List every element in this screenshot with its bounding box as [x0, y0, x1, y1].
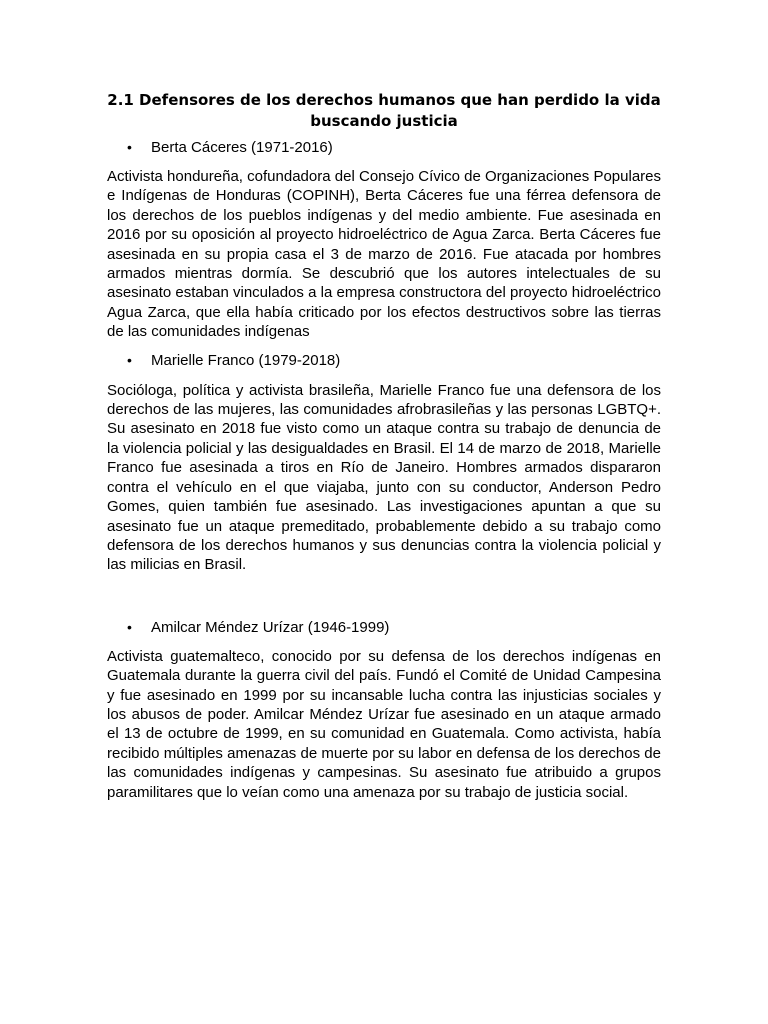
- bullet-heading: Marielle Franco (1979-2018): [151, 351, 341, 369]
- bullet-icon: •: [127, 351, 132, 368]
- bullet-heading: Berta Cáceres (1971-2016): [151, 139, 333, 156]
- section-title: 2.1 Defensores de los derechos humanos que han perdido la vida buscando justicia: [107, 91, 661, 130]
- bullet-item-marielle-franco: [107, 351, 661, 370]
- paragraph-amilcar-mendez: Activista guatemalteco, conocido por su defensa de los derechos indígenas en Guatemala durante la guerra civil del país. Fundó el Comité de Unidad Campesina y fue asesinado en 1999 por su incansable lucha contra las injusticias sociales y los abusos de poder. Amilcar Méndez Urízar fue asesinado en un ataque armado el 13 de octubre de 1999, en su comunidad en Guatemala. Como activista, había recibido múltiples amenazas de muerte por su labor en defensa de los derechos de las comunidades indígenas y campesinas. Su asesinato fue atribuido a grupos paramilitares que lo veían como una amenaza por su trabajo de justicia social.: [107, 647, 661, 801]
- document-content: [107, 90, 661, 802]
- bullet-item-amilcar-mendez: [107, 618, 661, 637]
- paragraph-berta-caceres: Activista hondureña, cofundadora del Consejo Cívico de Organizaciones Populares e Indígenas de Honduras (COPINH), Berta Cáceres fue una férrea defensora de los derechos de los pueblos indígenas y del medio ambiente. Fue asesinada en 2016 por su oposición al proyecto hidroeléctrico de Agua Zarca. Berta Cáceres fue asesinada en su propia casa el 3 de marzo de 2016. Fue atacada por hombres armados mientras dormía. Se descubrió que los autores intelectuales de su asesinato estaban vinculados a la empresa constructora del proyecto hidroeléctrico Agua Zarca, que ella había criticado por los efectos destructivos sobre las tierras de las comunidades indígenas: [107, 168, 661, 341]
- bullet-heading: Amilcar Méndez Urízar (1946-1999): [151, 618, 390, 636]
- paragraph-marielle-franco: Socióloga, política y activista brasileña, Marielle Franco fue una defensora de los derechos de las mujeres, las comunidades afrobrasileñas y las personas LGBTQ+. Su asesinato en 2018 fue visto como un ataque contra su trabajo de denuncia de la violencia policial y las desigualdades en Brasil. El 14 de marzo de 2018, Marielle Franco fue asesinada a tiros en Río de Janeiro. Hombres armados dispararon contra el vehículo en el que viajaba, junto con su conductor, Anderson Pedro Gomes, quien también fue asesinado. Las investigaciones apuntan a que su asesinato fue un ataque premeditado, probablemente debido a su trabajo como defensora de los derechos humanos y sus denuncias contra la violencia policial y las milicias en Brasil.: [107, 381, 661, 574]
- bullet-icon: •: [127, 618, 132, 635]
- bullet-item-berta-caceres: [107, 138, 661, 157]
- bullet-icon: •: [127, 139, 132, 155]
